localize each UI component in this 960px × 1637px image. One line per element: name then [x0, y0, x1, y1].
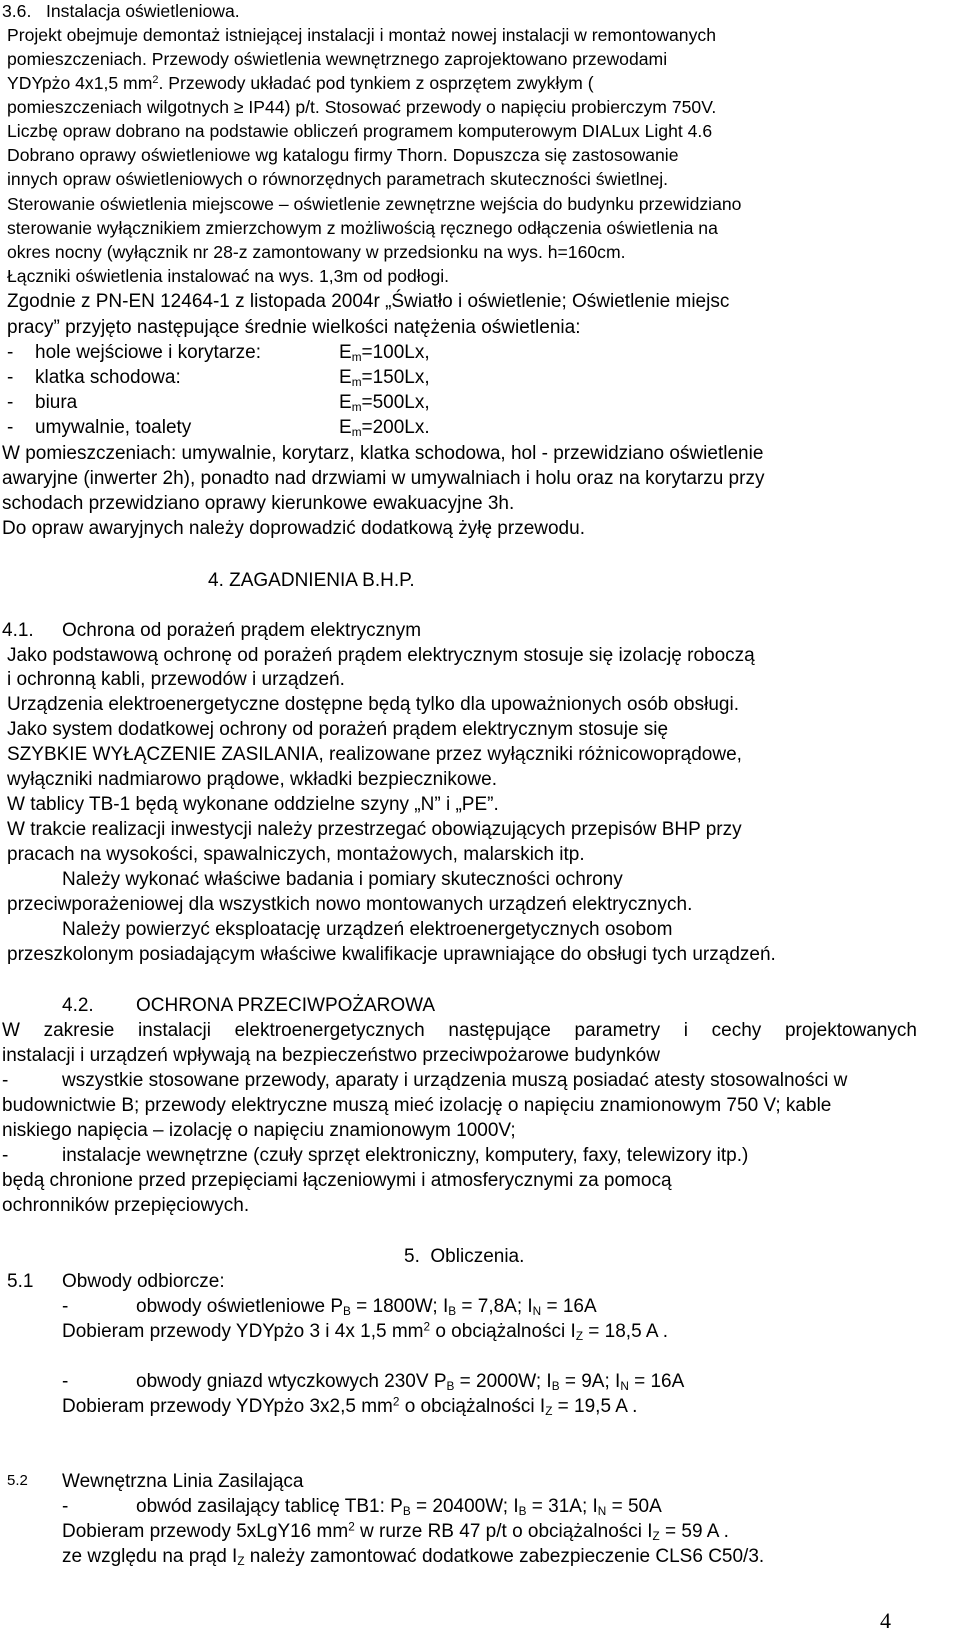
paragraph-line: przeciwporażeniowej dla wszystkich nowo montowanych urządzeń elektrycznych. [7, 894, 693, 915]
subsection-number: 4.1. [2, 620, 34, 641]
subsection-heading: Obwody odbiorcze: [62, 1271, 225, 1292]
paragraph-line: Należy wykonać właściwe badania i pomiary skuteczności ochrony [62, 869, 623, 890]
text: YDYpżo 4x1,5 mm [7, 73, 153, 93]
list-item [7, 393, 487, 412]
list-dash: - [2, 1145, 9, 1166]
calc-line: obwody gniazd wtyczkowych 230V $P_B = 2000W$; $I_B = 9A$; $I_N = 16A$ [136, 1371, 685, 1393]
subsection-heading: Ochrona od porażeń prądem elektrycznym [62, 620, 422, 641]
paragraph-line: wyłączniki nadmiarowo prądowe, wkładki bezpiecznikowe. [7, 769, 498, 790]
subsection-number: 5.1 [7, 1271, 34, 1292]
superscript: 2 [152, 74, 159, 86]
list-dash: - [62, 1371, 69, 1392]
paragraph-line: awaryjne (inwerter 2h), ponadto nad drzwiami w umywalniach i holu oraz na korytarzu przy [2, 468, 765, 489]
paragraph-line: W zakresie instalacji elektroenergetycznych następujące parametry i cechy projektowanych [2, 1020, 917, 1041]
paragraph-line: niskiego napięcia – izolację o napięciu znamionowym 1000V; [2, 1120, 516, 1141]
paragraph-line: okres nocny (wyłącznik nr 28-z zamontowany w przedsionku na wys. h=160cm. [7, 242, 626, 262]
list-dash: - [2, 1070, 9, 1091]
paragraph-line: Do opraw awaryjnych należy doprowadzić dodatkową żyłę przewodu. [2, 518, 585, 539]
room-name: klatka schodowa: [35, 367, 181, 388]
calc-line: obwód zasilający tablicę TB1: $P_B = 20400W$; $I_B = 31A$; $I_N = 50A$ [136, 1496, 662, 1518]
illuminance-value: $E_m=100Lx$, [339, 342, 430, 364]
paragraph-line: pracach na wysokości, spawalniczych, montażowych, malarskich itp. [7, 844, 585, 865]
list-dash: - [62, 1296, 69, 1317]
list-item [7, 368, 487, 387]
paragraph-line: Łączniki oświetlenia instalować na wys. 1,3m od podłogi. [7, 266, 450, 286]
paragraph-line: Projekt obejmuje demontaż istniejącej instalacji i montaż nowej instalacji w remontowanych [7, 25, 716, 45]
paragraph-line: Urządzenia elektroenergetyczne dostępne będą tylko dla upoważnionych osób obsługi. [7, 694, 739, 715]
illuminance-value: $E_m=500Lx$, [339, 392, 430, 414]
calc-line: Dobieram przewody YDYpżo 3x2,5 $mm^2$ o obciążalności $I_Z = 19,5$ A . [62, 1395, 638, 1418]
subsection-number: 5.2 [7, 1472, 28, 1489]
paragraph-line: W tablicy TB-1 będą wykonane oddzielne szyny „N” i „PE”. [7, 794, 499, 815]
paragraph-line: wszystkie stosowane przewody, aparaty i urządzenia muszą posiadać atesty stosowalności w [62, 1070, 848, 1091]
paragraph-line: pracy” przyjęto następujące średnie wielkości natężenia oświetlenia: [7, 317, 581, 338]
paragraph-line: SZYBKIE WYŁĄCZENIE ZASILANIA, realizowane przez wyłączniki różnicowoprądowe, [7, 744, 742, 765]
paragraph-line: instalacje wewnętrzne (czuły sprzęt elektroniczny, komputery, faxy, telewizory itp.) [62, 1145, 749, 1166]
list-item [7, 343, 487, 362]
list-item [7, 418, 487, 437]
paragraph-line: i ochronną kabli, przewodów i urządzeń. [7, 669, 345, 690]
paragraph-line: innych opraw oświetleniowych o równorzędnych parametrach skuteczności świetlnej. [7, 169, 669, 189]
illuminance-value: $E_m=150Lx$, [339, 367, 430, 389]
subsection-heading: Wewnętrzna Linia Zasilająca [62, 1471, 304, 1492]
paragraph-line: W trakcie realizacji inwestycji należy przestrzegać obowiązujących przepisów BHP przy [7, 819, 742, 840]
list-dash: - [7, 392, 14, 413]
calc-line: Dobieram przewody YDYpżo 3 i 4x 1,5 $mm^2$ o obciążalności $I_Z = 18,5$ A . [62, 1320, 669, 1343]
paragraph-line: Jako system dodatkowej ochrony od porażeń prądem elektrycznym stosuje się [7, 719, 669, 740]
paragraph-line: Należy powierzyć eksploatację urządzeń elektroenergetycznych osobom [62, 919, 673, 940]
illuminance-value: $E_m=200Lx$. [339, 417, 430, 439]
paragraph-line: Dobrano oprawy oświetleniowe wg katalogu firmy Thorn. Dopuszcza się zastosowanie [7, 145, 679, 165]
calc-line: obwody oświetleniowe $P_B = 1800W$; $I_B = 7,8A$; $I_N = 16A$ [136, 1296, 597, 1318]
calc-line: ze względu na prąd $I_Z$ należy zamontować dodatkowe zabezpieczenie CLS6 C50/3. [62, 1546, 765, 1568]
paragraph-line: instalacji i urządzeń wpływają na bezpieczeństwo przeciwpożarowe budynków [2, 1045, 660, 1066]
paragraph-line: pomieszczeniach. Przewody oświetlenia wewnętrznego zaprojektowano przewodami [7, 49, 668, 69]
paragraph-line: schodach przewidziano oprawy kierunkowe ewakuacyjne 3h. [2, 493, 515, 514]
room-name: umywalnie, toalety [35, 417, 192, 438]
list-dash: - [62, 1496, 69, 1517]
room-name: biura [35, 392, 78, 413]
paragraph-line: Liczbę opraw dobrano na podstawie obliczeń programem komputerowym DIALux Light 4.6 [7, 121, 713, 141]
paragraph-line: budownictwie B; przewody elektryczne muszą mieć izolację o napięciu znamionowym 750 V; kable [2, 1095, 832, 1116]
room-name: hole wejściowe i korytarze: [35, 342, 261, 363]
paragraph-line: pomieszczeniach wilgotnych ≥ IP44) p/t. Stosować przewody o napięciu probierczym 750V. [7, 97, 717, 117]
paragraph-line: Jako podstawową ochronę od porażeń prądem elektrycznym stosuje się izolację roboczą [7, 645, 755, 666]
calc-line: Dobieram przewody 5xLgY16 $mm^2$ w rurze RB 47 p/t o obciążalności $I_Z = 59$ A . [62, 1520, 729, 1543]
paragraph-line: sterowanie wyłącznikiem zmierzchowym z możliwością ręcznego odłączenia oświetlenia na [7, 218, 718, 238]
text: . Przewody układać pod tynkiem z osprzętem zwykłym ( [158, 73, 594, 93]
paragraph-line: ochronników przepięciowych. [2, 1195, 250, 1216]
list-dash: - [7, 367, 14, 388]
page-number: 4 [880, 1608, 891, 1633]
paragraph-line: przeszkolonym posiadającym właściwe kwalifikacje uprawniające do obsługi tych urządzeń. [7, 944, 776, 965]
paragraph-line: Sterowanie oświetlenia miejscowe – oświetlenie zewnętrzne wejścia do budynku przewidziano [7, 194, 742, 214]
list-dash: - [7, 342, 14, 363]
subsection-heading: OCHRONA PRZECIWPOŻAROWA [136, 995, 436, 1016]
paragraph-line: będą chronione przed przepięciami łączeniowymi i atmosferycznymi za pomocą [2, 1170, 672, 1191]
section-heading: 4. ZAGADNIENIA B.H.P. [208, 570, 415, 591]
paragraph-line: Zgodnie z PN-EN 12464-1 z listopada 2004r „Światło i oświetlenie; Oświetlenie miejsc [7, 291, 730, 312]
paragraph-line [7, 75, 594, 93]
list-dash: - [7, 417, 14, 438]
paragraph-line: W pomieszczeniach: umywalnie, korytarz, klatka schodowa, hol - przewidziano oświetlenie [2, 443, 764, 464]
subsection-number: 4.2. [62, 995, 94, 1016]
section-heading: 5. Obliczenia. [404, 1246, 525, 1267]
section-heading: 3.6. Instalacja oświetleniowa. [2, 1, 240, 21]
